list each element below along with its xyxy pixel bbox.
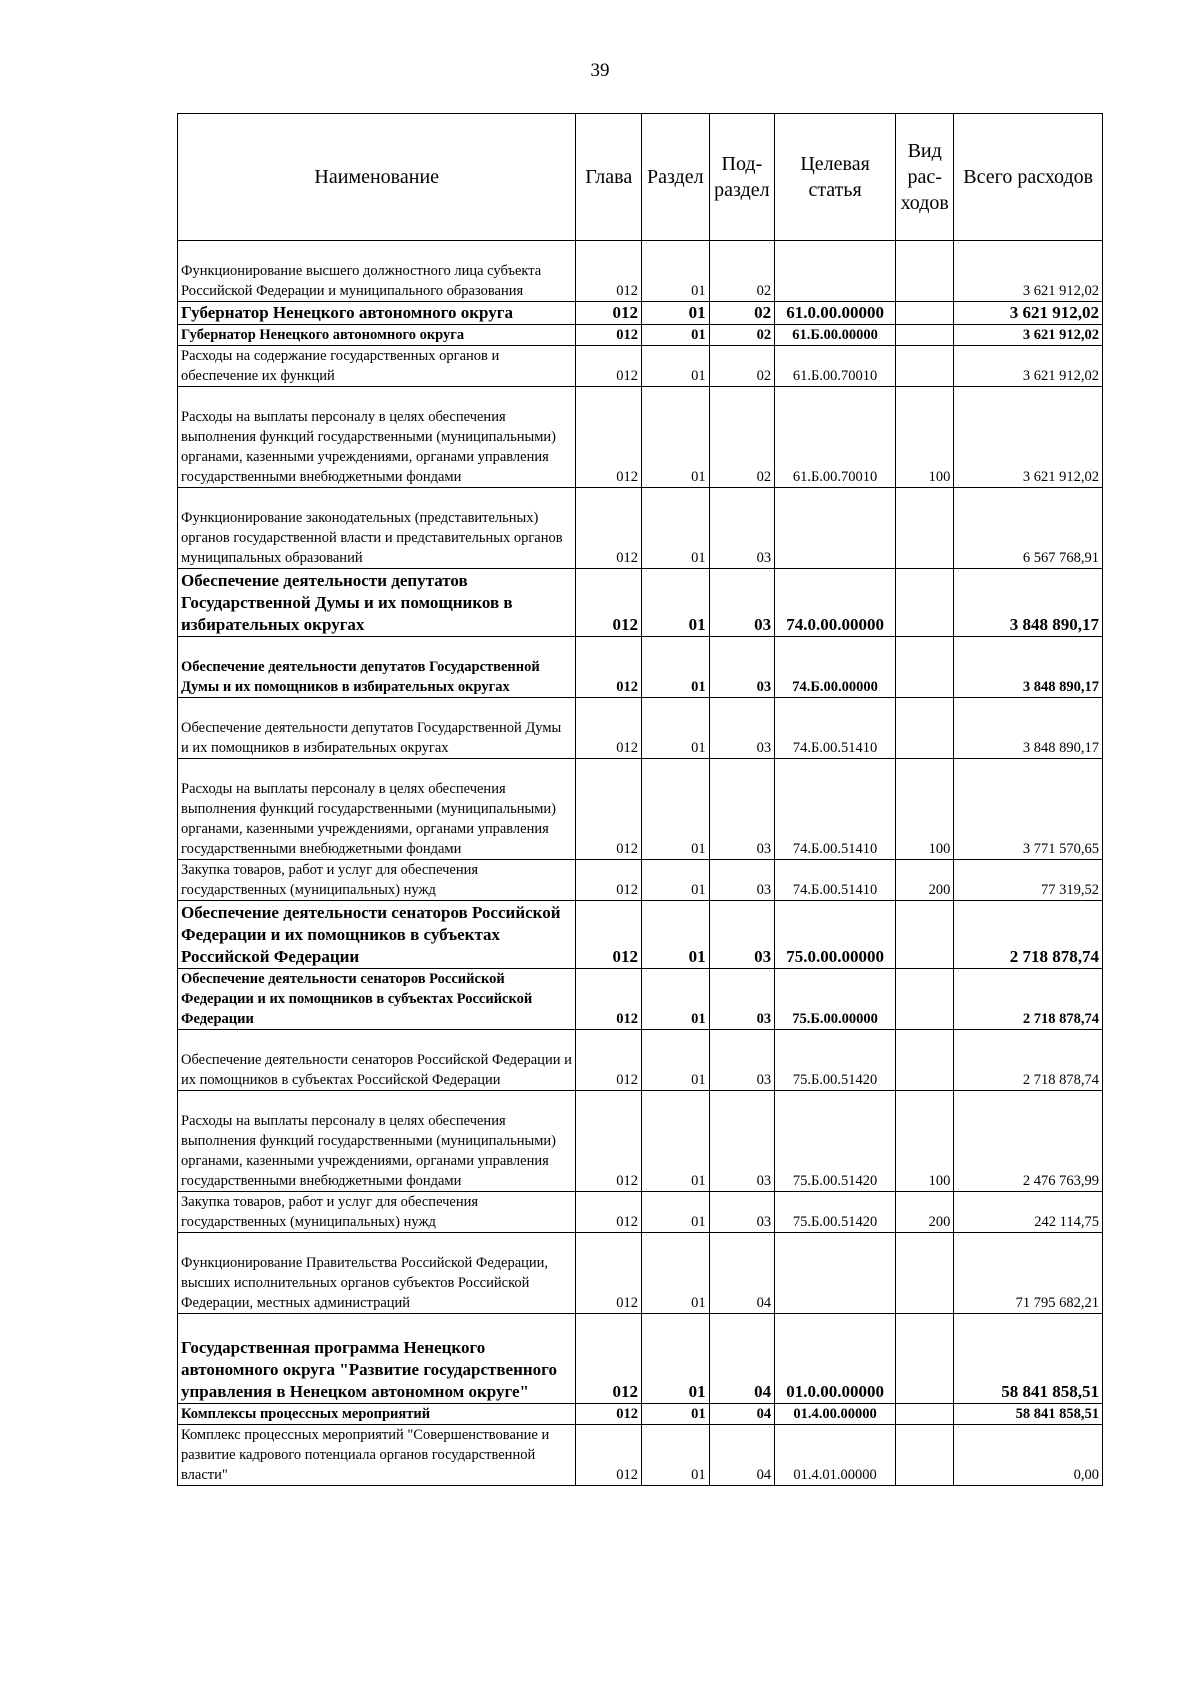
row-razdel: 01 <box>642 1192 710 1233</box>
budget-table <box>177 113 1103 1486</box>
table-row <box>178 569 1103 637</box>
page-number: 39 <box>590 60 610 81</box>
row-podrazdel: 03 <box>709 969 775 1030</box>
row-total: 0,00 <box>954 1425 1103 1486</box>
row-podrazdel: 03 <box>709 860 775 901</box>
row-podrazdel: 02 <box>709 302 775 325</box>
row-statya <box>775 1233 896 1314</box>
table-row <box>178 1425 1103 1486</box>
row-glava: 012 <box>576 569 642 637</box>
row-glava: 012 <box>576 1030 642 1091</box>
row-name: Расходы на выплаты персоналу в целях обеспечения выполнения функций государственными (муниципальными) органами, казенными учреждениями, органами управления государственными внебюджетными фондами <box>178 1091 576 1192</box>
row-vid <box>896 901 954 969</box>
row-glava: 012 <box>576 1314 642 1404</box>
row-razdel: 01 <box>642 302 710 325</box>
row-statya: 75.Б.00.51420 <box>775 1030 896 1091</box>
row-total: 77 319,52 <box>954 860 1103 901</box>
row-podrazdel: 03 <box>709 637 775 698</box>
header-statya: Целевая статья <box>775 114 896 241</box>
row-total: 2 718 878,74 <box>954 901 1103 969</box>
row-statya: 74.Б.00.51410 <box>775 698 896 759</box>
row-statya: 74.Б.00.00000 <box>775 637 896 698</box>
header-glava: Глава <box>576 114 642 241</box>
row-statya: 01.0.00.00000 <box>775 1314 896 1404</box>
row-razdel: 01 <box>642 387 710 488</box>
row-vid <box>896 488 954 569</box>
table-row <box>178 698 1103 759</box>
row-razdel: 01 <box>642 860 710 901</box>
row-name: Обеспечение деятельности сенаторов Российской Федерации и их помощников в субъектах Российской Федерации <box>178 969 576 1030</box>
row-razdel: 01 <box>642 241 710 302</box>
row-podrazdel: 03 <box>709 1030 775 1091</box>
row-glava: 012 <box>576 302 642 325</box>
row-total: 3 621 912,02 <box>954 325 1103 346</box>
table-row <box>178 901 1103 969</box>
table-row <box>178 302 1103 325</box>
row-total: 2 718 878,74 <box>954 969 1103 1030</box>
header-total: Всего расходов <box>954 114 1103 241</box>
row-name: Функционирование высшего должностного лица субъекта Российской Федерации и муниципального образования <box>178 241 576 302</box>
header-podrazdel: Под-раздел <box>709 114 775 241</box>
row-razdel: 01 <box>642 1425 710 1486</box>
table-row <box>178 860 1103 901</box>
row-glava: 012 <box>576 241 642 302</box>
row-podrazdel: 03 <box>709 759 775 860</box>
row-statya: 75.Б.00.00000 <box>775 969 896 1030</box>
row-podrazdel: 03 <box>709 698 775 759</box>
row-podrazdel: 02 <box>709 387 775 488</box>
row-razdel: 01 <box>642 1091 710 1192</box>
table-row <box>178 969 1103 1030</box>
row-glava: 012 <box>576 1233 642 1314</box>
table-row <box>178 1233 1103 1314</box>
row-podrazdel: 02 <box>709 346 775 387</box>
row-vid: 100 <box>896 387 954 488</box>
row-name: Расходы на выплаты персоналу в целях обеспечения выполнения функций государственными (муниципальными) органами, казенными учреждениями, органами управления государственными внебюджетными фондами <box>178 759 576 860</box>
table-row <box>178 387 1103 488</box>
row-razdel: 01 <box>642 346 710 387</box>
row-vid <box>896 637 954 698</box>
row-name: Комплексы процессных мероприятий <box>178 1404 576 1425</box>
row-razdel: 01 <box>642 325 710 346</box>
row-glava: 012 <box>576 1425 642 1486</box>
row-podrazdel: 04 <box>709 1314 775 1404</box>
row-vid <box>896 1233 954 1314</box>
row-statya: 74.Б.00.51410 <box>775 860 896 901</box>
row-vid <box>896 241 954 302</box>
table-row <box>178 325 1103 346</box>
table-row <box>178 1030 1103 1091</box>
row-total: 3 848 890,17 <box>954 698 1103 759</box>
row-glava: 012 <box>576 969 642 1030</box>
row-vid <box>896 1030 954 1091</box>
row-statya: 01.4.00.00000 <box>775 1404 896 1425</box>
row-glava: 012 <box>576 488 642 569</box>
row-glava: 012 <box>576 1091 642 1192</box>
table-row <box>178 241 1103 302</box>
table-header-row <box>178 114 1103 241</box>
row-statya: 75.Б.00.51420 <box>775 1091 896 1192</box>
row-statya: 61.0.00.00000 <box>775 302 896 325</box>
row-name: Обеспечение деятельности сенаторов Российской Федерации и их помощников в субъектах Российской Федерации <box>178 901 576 969</box>
row-name: Губернатор Ненецкого автономного округа <box>178 325 576 346</box>
row-glava: 012 <box>576 901 642 969</box>
row-podrazdel: 03 <box>709 1091 775 1192</box>
row-statya: 61.Б.00.70010 <box>775 387 896 488</box>
row-vid: 200 <box>896 860 954 901</box>
row-glava: 012 <box>576 325 642 346</box>
row-glava: 012 <box>576 346 642 387</box>
row-vid <box>896 698 954 759</box>
header-name: Наименование <box>178 114 576 241</box>
row-razdel: 01 <box>642 637 710 698</box>
row-glava: 012 <box>576 1192 642 1233</box>
header-vid: Вид рас-ходов <box>896 114 954 241</box>
table-row <box>178 1404 1103 1425</box>
row-glava: 012 <box>576 698 642 759</box>
row-name: Функционирование законодательных (представительных) органов государственной власти и представительных органов муниципальных образований <box>178 488 576 569</box>
row-podrazdel: 02 <box>709 241 775 302</box>
row-podrazdel: 03 <box>709 569 775 637</box>
row-name: Закупка товаров, работ и услуг для обеспечения государственных (муниципальных) нужд <box>178 1192 576 1233</box>
row-razdel: 01 <box>642 969 710 1030</box>
row-statya: 75.Б.00.51420 <box>775 1192 896 1233</box>
row-vid <box>896 346 954 387</box>
row-podrazdel: 02 <box>709 325 775 346</box>
row-vid <box>896 1404 954 1425</box>
row-vid: 100 <box>896 759 954 860</box>
row-razdel: 01 <box>642 698 710 759</box>
row-total: 3 771 570,65 <box>954 759 1103 860</box>
row-total: 3 848 890,17 <box>954 569 1103 637</box>
row-vid <box>896 569 954 637</box>
row-total: 3 621 912,02 <box>954 346 1103 387</box>
row-podrazdel: 03 <box>709 488 775 569</box>
row-name: Комплекс процессных мероприятий "Совершенствование и развитие кадрового потенциала органов государственной власти" <box>178 1425 576 1486</box>
row-statya <box>775 241 896 302</box>
table-row <box>178 637 1103 698</box>
row-vid: 200 <box>896 1192 954 1233</box>
table-row <box>178 488 1103 569</box>
row-name: Обеспечение деятельности депутатов Государственной Думы и их помощников в избирательных округах <box>178 569 576 637</box>
row-glava: 012 <box>576 387 642 488</box>
row-glava: 012 <box>576 637 642 698</box>
row-statya: 75.0.00.00000 <box>775 901 896 969</box>
row-name: Закупка товаров, работ и услуг для обеспечения государственных (муниципальных) нужд <box>178 860 576 901</box>
row-total: 3 848 890,17 <box>954 637 1103 698</box>
table-row <box>178 1192 1103 1233</box>
table-row <box>178 1091 1103 1192</box>
row-name: Губернатор Ненецкого автономного округа <box>178 302 576 325</box>
table-row <box>178 1314 1103 1404</box>
row-podrazdel: 03 <box>709 901 775 969</box>
row-name: Обеспечение деятельности депутатов Государственной Думы и их помощников в избирательных округах <box>178 637 576 698</box>
row-glava: 012 <box>576 1404 642 1425</box>
row-razdel: 01 <box>642 1314 710 1404</box>
table-row <box>178 759 1103 860</box>
table-row <box>178 346 1103 387</box>
row-total: 71 795 682,21 <box>954 1233 1103 1314</box>
row-statya: 61.Б.00.00000 <box>775 325 896 346</box>
row-vid <box>896 325 954 346</box>
row-razdel: 01 <box>642 1030 710 1091</box>
row-name: Государственная программа Ненецкого автономного округа "Развитие государственного управления в Ненецком автономном округе" <box>178 1314 576 1404</box>
row-statya: 74.Б.00.51410 <box>775 759 896 860</box>
row-vid: 100 <box>896 1091 954 1192</box>
row-total: 58 841 858,51 <box>954 1404 1103 1425</box>
row-podrazdel: 04 <box>709 1404 775 1425</box>
row-name: Обеспечение деятельности сенаторов Российской Федерации и их помощников в субъектах Российской Федерации <box>178 1030 576 1091</box>
row-glava: 012 <box>576 860 642 901</box>
row-total: 3 621 912,02 <box>954 302 1103 325</box>
row-razdel: 01 <box>642 488 710 569</box>
row-razdel: 01 <box>642 569 710 637</box>
row-razdel: 01 <box>642 1233 710 1314</box>
row-razdel: 01 <box>642 1404 710 1425</box>
row-statya: 61.Б.00.70010 <box>775 346 896 387</box>
row-statya: 01.4.01.00000 <box>775 1425 896 1486</box>
row-total: 6 567 768,91 <box>954 488 1103 569</box>
row-name: Расходы на выплаты персоналу в целях обеспечения выполнения функций государственными (муниципальными) органами, казенными учреждениями, органами управления государственными внебюджетными фондами <box>178 387 576 488</box>
row-podrazdel: 04 <box>709 1425 775 1486</box>
row-total: 2 476 763,99 <box>954 1091 1103 1192</box>
row-podrazdel: 03 <box>709 1192 775 1233</box>
row-razdel: 01 <box>642 901 710 969</box>
row-total: 3 621 912,02 <box>954 241 1103 302</box>
row-statya: 74.0.00.00000 <box>775 569 896 637</box>
row-vid <box>896 1314 954 1404</box>
row-vid <box>896 302 954 325</box>
header-razdel: Раздел <box>642 114 710 241</box>
row-vid <box>896 969 954 1030</box>
row-name: Обеспечение деятельности депутатов Государственной Думы и их помощников в избирательных округах <box>178 698 576 759</box>
row-total: 3 621 912,02 <box>954 387 1103 488</box>
row-name: Расходы на содержание государственных органов и обеспечение их функций <box>178 346 576 387</box>
row-total: 242 114,75 <box>954 1192 1103 1233</box>
row-glava: 012 <box>576 759 642 860</box>
row-razdel: 01 <box>642 759 710 860</box>
row-name: Функционирование Правительства Российской Федерации, высших исполнительных органов субъектов Российской Федерации, местных администраций <box>178 1233 576 1314</box>
row-podrazdel: 04 <box>709 1233 775 1314</box>
row-total: 58 841 858,51 <box>954 1314 1103 1404</box>
row-total: 2 718 878,74 <box>954 1030 1103 1091</box>
row-statya <box>775 488 896 569</box>
row-vid <box>896 1425 954 1486</box>
